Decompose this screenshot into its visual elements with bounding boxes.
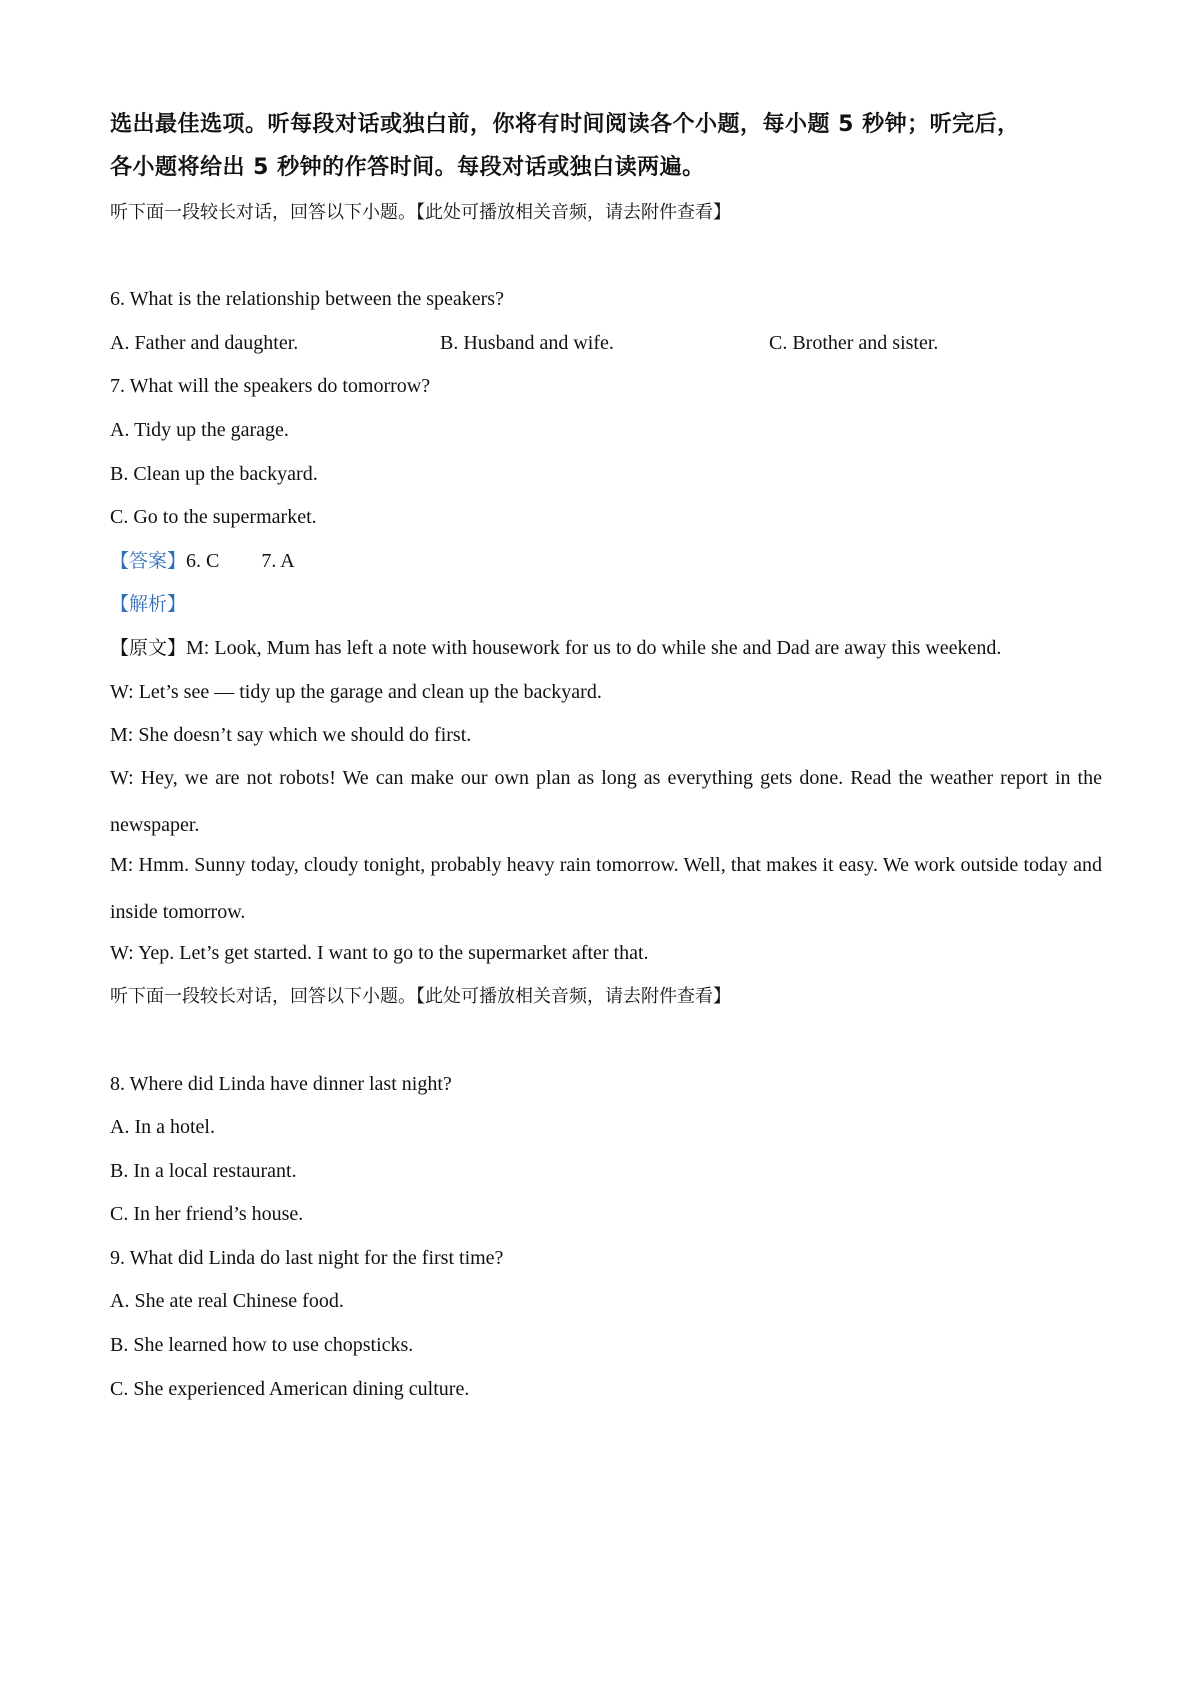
q7-option-b: B. Clean up the backyard. bbox=[110, 463, 318, 485]
q7-option-a: A. Tidy up the garage. bbox=[110, 419, 289, 441]
q6-option-c: C. Brother and sister. bbox=[769, 332, 939, 354]
transcript-line-3: M: She doesn’t say which we should do first. bbox=[110, 724, 472, 746]
transcript-text-1: M: Look, Mum has left a note with housework for us to do while she and Dad are away this weekend. bbox=[186, 637, 1002, 659]
question-9: 9. What did Linda do last night for the first time? bbox=[110, 1247, 504, 1269]
answer-6: 6. C bbox=[186, 550, 220, 572]
transcript-line-6: W: Yep. Let’s get started. I want to go to the supermarket after that. bbox=[110, 942, 649, 964]
q7-option-c: C. Go to the supermarket. bbox=[110, 506, 317, 528]
question-6: 6. What is the relationship between the speakers? bbox=[110, 288, 504, 310]
answer-line bbox=[110, 547, 295, 575]
transcript-line-4: W: Hey, we are not robots! We can make our own plan as long as everything gets done. Read the weather report in the newspaper. bbox=[110, 767, 1102, 836]
transcript-line-2: W: Let’s see — tidy up the garage and clean up the backyard. bbox=[110, 681, 602, 703]
answer-7: 7. A bbox=[261, 550, 295, 572]
q9-option-a: A. She ate real Chinese food. bbox=[110, 1290, 344, 1312]
transcript-label: 【原文】 bbox=[110, 637, 187, 659]
analysis-label: 【解析】 bbox=[110, 593, 187, 615]
q8-option-a: A. In a hotel. bbox=[110, 1116, 215, 1138]
question-8: 8. Where did Linda have dinner last night? bbox=[110, 1073, 452, 1095]
q8-option-b: B. In a local restaurant. bbox=[110, 1160, 297, 1182]
transcript-line-5: M: Hmm. Sunny today, cloudy tonight, probably heavy rain tomorrow. Well, that makes it easy. We work outside today and inside tomorrow. bbox=[110, 854, 1102, 923]
q9-option-c: C. She experienced American dining culture. bbox=[110, 1378, 470, 1400]
q8-option-c: C. In her friend’s house. bbox=[110, 1203, 304, 1225]
audio-note-2: 听下面一段较长对话，回答以下小题。【此处可播放相关音频，请去附件查看】 bbox=[110, 986, 731, 1007]
q9-option-b: B. She learned how to use chopsticks. bbox=[110, 1334, 414, 1356]
q6-option-b: B. Husband and wife. bbox=[440, 332, 614, 354]
transcript-line-1 bbox=[110, 634, 1001, 662]
question-7: 7. What will the speakers do tomorrow? bbox=[110, 375, 431, 397]
instructions-line-1: 选出最佳选项。听每段对话或独白前，你将有时间阅读各个小题，每小题 5 秒钟；听完后， bbox=[110, 112, 1020, 137]
q6-option-a: A. Father and daughter. bbox=[110, 332, 299, 354]
instructions-line-2: 各小题将给出 5 秒钟的作答时间。每段对话或独白读两遍。 bbox=[110, 155, 705, 180]
audio-note-1: 听下面一段较长对话，回答以下小题。【此处可播放相关音频，请去附件查看】 bbox=[110, 202, 731, 223]
answer-label: 【答案】 bbox=[110, 550, 187, 572]
